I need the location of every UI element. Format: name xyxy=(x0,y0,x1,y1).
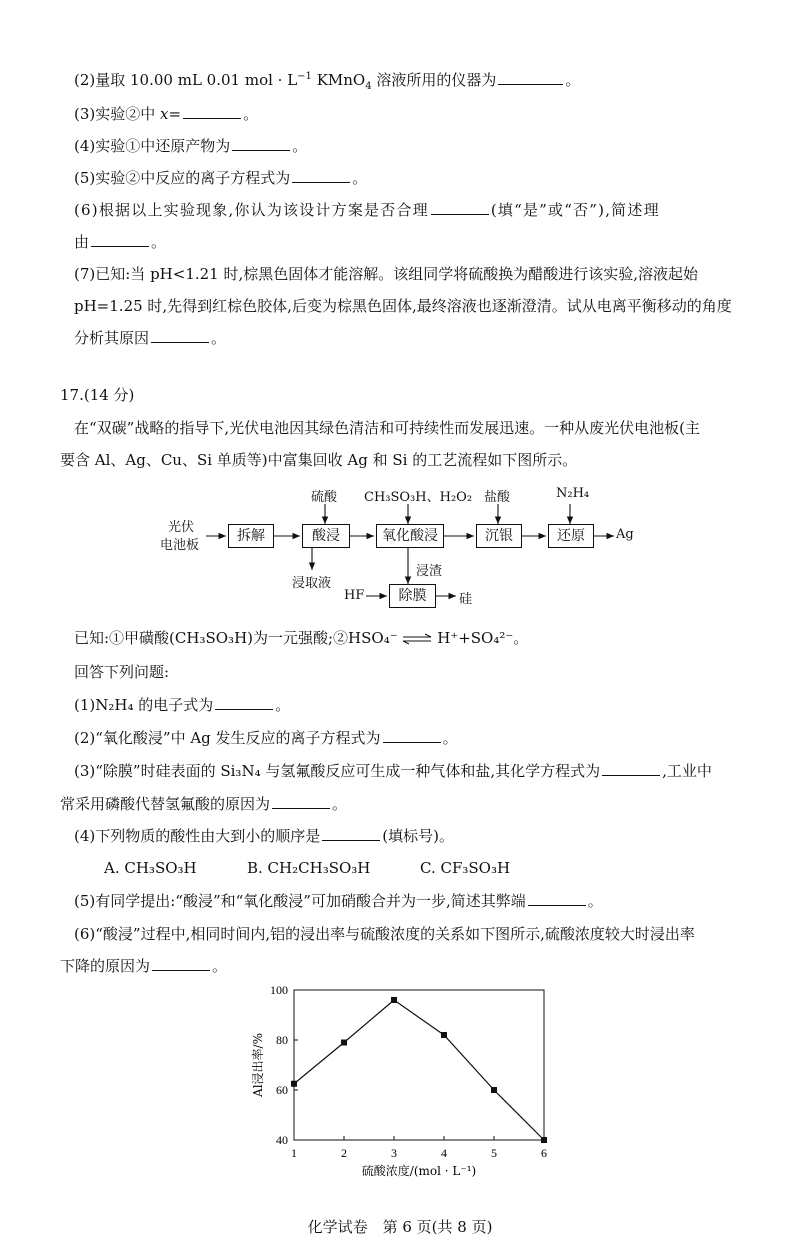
data-point xyxy=(541,1137,547,1143)
q17-part2: (2)“氧化酸浸”中 Ag 发生反应的离子方程式为 。 xyxy=(74,729,458,747)
flow-step-dismantle: 拆解 xyxy=(228,524,274,548)
y-tick-label: 60 xyxy=(276,1083,288,1097)
data-point xyxy=(441,1032,447,1038)
data-point xyxy=(291,1081,297,1087)
x-tick-label: 6 xyxy=(541,1146,547,1160)
q17-part3-line2: 常采用磷酸代替氢氟酸的原因为 。 xyxy=(60,795,348,813)
q17-part4: (4)下列物质的酸性由大到小的顺序是 (填标号)。 xyxy=(74,827,454,845)
product-silicon: 硅 xyxy=(459,592,473,607)
data-point xyxy=(391,997,397,1003)
q16-part7-line2: pH=1.25 时,先得到红棕色胶体,后变为棕黑色固体,最终溶液也逐渐澄清。试从电离平衡移动的角度 xyxy=(74,297,732,315)
al-leach-rate-chart xyxy=(0,982,800,1182)
reagent-n2h4: N₂H₄ xyxy=(556,486,590,501)
answer-blank[interactable] xyxy=(151,328,209,343)
reagent-hcl: 盐酸 xyxy=(484,490,511,505)
flow-step-acid-leach: 酸浸 xyxy=(302,524,350,548)
answer-blank[interactable] xyxy=(528,891,586,906)
x-tick-label: 3 xyxy=(391,1146,397,1160)
plot-frame xyxy=(294,990,544,1140)
flow-step-silver-precip: 沉银 xyxy=(476,524,522,548)
output-residue: 浸渣 xyxy=(416,564,443,579)
q16-part7-line1: (7)已知:当 pH<1.21 时,棕黑色固体才能溶解。该组同学将硫酸换为醋酸进行该实验,溶液起始 xyxy=(74,265,699,283)
flow-step-reduce: 还原 xyxy=(548,524,594,548)
q16-part5: (5)实验②中反应的离子方程式为 。 xyxy=(74,169,368,187)
x-tick-label: 1 xyxy=(291,1146,297,1160)
x-tick-label: 2 xyxy=(341,1146,347,1160)
equilibrium-arrow-icon xyxy=(402,633,432,645)
y-tick-label: 100 xyxy=(270,983,288,997)
q17-option-b: B. CH₂CH₃SO₃H xyxy=(247,859,371,877)
q16-part6-line2: 由 。 xyxy=(74,233,167,251)
series-line xyxy=(294,1000,544,1140)
answer-blank[interactable] xyxy=(292,168,350,183)
reagent-sulfuric-acid: 硫酸 xyxy=(311,490,338,505)
answer-blank[interactable] xyxy=(272,794,330,809)
y-axis-label: Al浸出率/% xyxy=(251,1033,265,1097)
data-point xyxy=(491,1087,497,1093)
q17-header: 17.(14 分) xyxy=(60,386,135,404)
answer-prompt: 回答下列问题: xyxy=(74,663,170,681)
page-footer: 化学试卷 第 6 页(共 8 页) xyxy=(307,1218,493,1236)
q16-part7-line3: 分析其原因 。 xyxy=(74,329,227,347)
q17-option-c: C. CF₃SO₃H xyxy=(420,859,511,877)
y-tick-label: 40 xyxy=(276,1133,288,1147)
q17-part5: (5)有同学提出:“酸浸”和“氧化酸浸”可加硝酸合并为一步,简述其弊端 。 xyxy=(74,892,603,910)
q17-part1: (1)N₂H₄ 的电子式为 。 xyxy=(74,696,291,714)
answer-blank[interactable] xyxy=(232,136,290,151)
x-tick-label: 5 xyxy=(491,1146,497,1160)
flow-step-membrane-removal: 除膜 xyxy=(389,584,436,608)
answer-blank[interactable] xyxy=(602,761,660,776)
answer-blank[interactable] xyxy=(152,956,210,971)
known-info: 已知:①甲磺酸(CH₃SO₃H)为一元强酸;②HSO₄⁻ H⁺+SO₄²⁻。 xyxy=(74,629,529,647)
answer-blank[interactable] xyxy=(383,728,441,743)
q16-part3: (3)实验②中 x= 。 xyxy=(74,105,259,123)
answer-blank[interactable] xyxy=(322,826,380,841)
q17-intro-line2: 要含 Al、Ag、Cu、Si 单质等)中富集回收 Ag 和 Si 的工艺流程如下图所示。 xyxy=(60,451,578,469)
data-point xyxy=(341,1040,347,1046)
x-axis-label: 硫酸浓度/(mol · L⁻¹) xyxy=(361,1164,477,1178)
process-flow-diagram xyxy=(0,478,800,618)
q17-part3-line1: (3)“除膜”时硅表面的 Si₃N₄ 与氢氟酸反应可生成一种气体和盐,其化学方程式为 ,工业中 xyxy=(74,762,712,780)
output-leachate: 浸取液 xyxy=(292,576,332,591)
answer-blank[interactable] xyxy=(431,200,489,215)
flow-input-label: 光伏 xyxy=(168,520,195,535)
q16-part4: (4)实验①中还原产物为 。 xyxy=(74,137,308,155)
y-tick-label: 80 xyxy=(276,1033,288,1047)
q17-intro-line1: 在“双碳”战略的指导下,光伏电池因其绿色清洁和可持续性而发展迅速。一种从废光伏电池板(主 xyxy=(74,419,700,437)
answer-blank[interactable] xyxy=(183,104,241,119)
q16-part6-line1: (6)根据以上实验现象,你认为该设计方案是否合理 (填“是”或“否”),简述理 xyxy=(74,201,660,219)
product-ag: Ag xyxy=(616,527,634,542)
q16-part2: (2)量取 10.00 mL 0.01 mol · $L^{-1}$ KMnO$_4$ 溶液所用的仪器为 。 xyxy=(74,71,581,92)
answer-blank[interactable] xyxy=(91,232,149,247)
reagent-ch3so3h-h2o2: CH₃SO₃H、H₂O₂ xyxy=(364,490,473,505)
reagent-hf: HF xyxy=(344,588,365,603)
answer-blank[interactable] xyxy=(498,70,563,85)
answer-blank[interactable] xyxy=(215,695,273,710)
q17-option-a: A. CH₃SO₃H xyxy=(104,859,197,877)
flow-input-label-2: 电池板 xyxy=(160,538,200,553)
q17-part6-line2: 下降的原因为 。 xyxy=(60,957,228,975)
q17-part6-line1: (6)“酸浸”过程中,相同时间内,铝的浸出率与硫酸浓度的关系如下图所示,硫酸浓度较大时浸出率 xyxy=(74,925,695,943)
flow-step-oxidative-leach: 氧化酸浸 xyxy=(376,524,444,548)
x-tick-label: 4 xyxy=(441,1146,447,1160)
